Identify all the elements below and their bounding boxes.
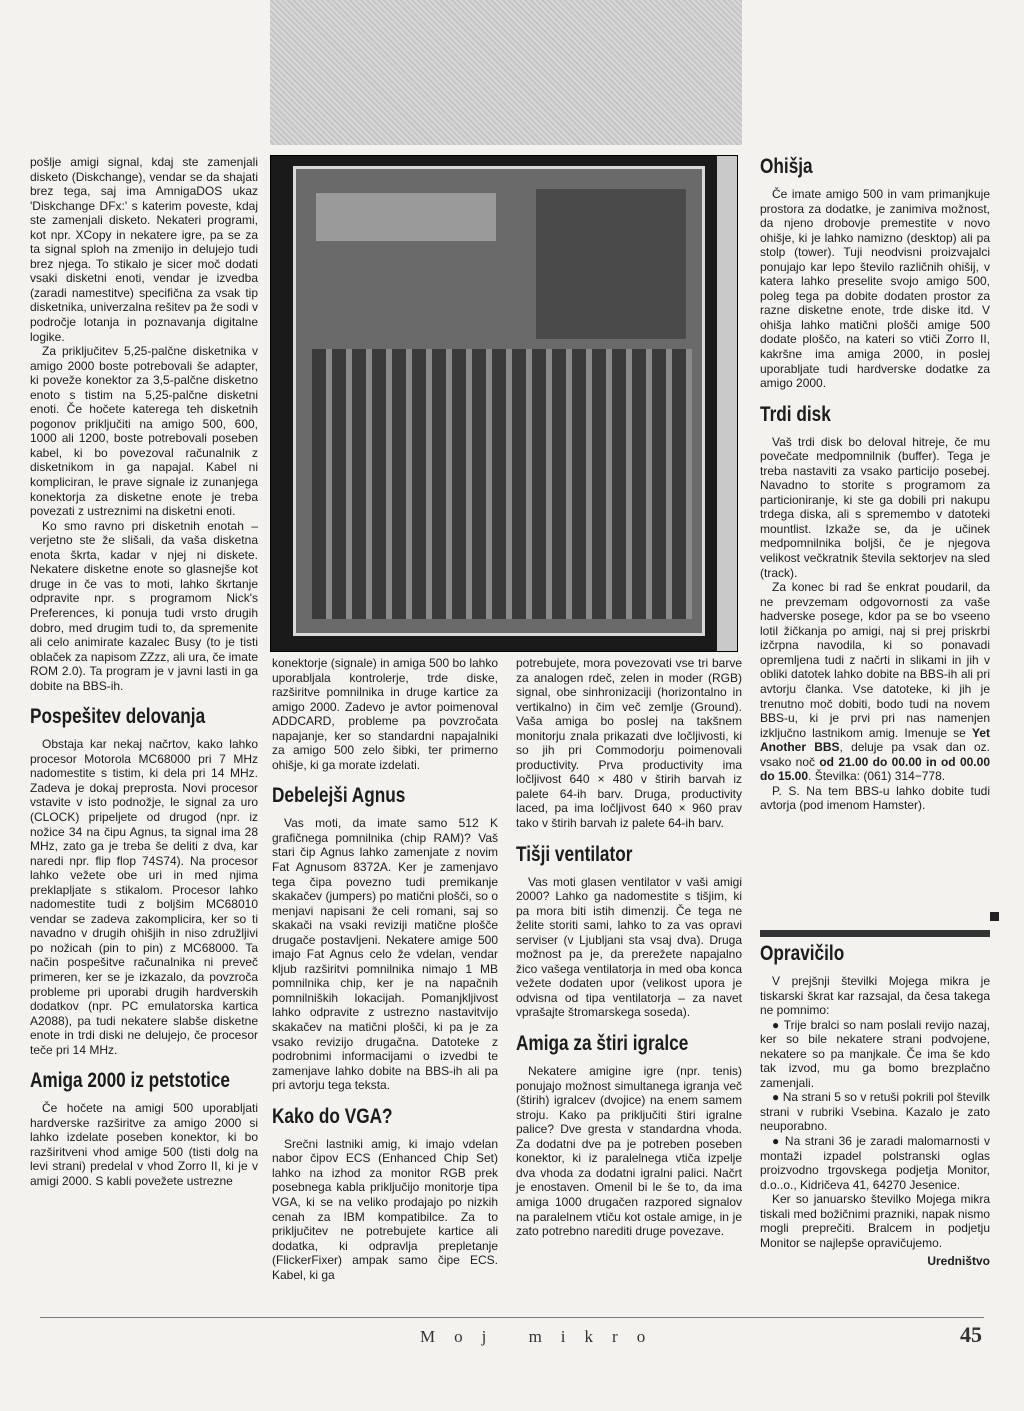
footer-rule [40, 1317, 984, 1318]
col1-paragraph: Če hočete na amigi 500 uporabljati hardverske razširitve za amigo 2000 si lahko izdelate poseben konektor, ki bo razširitveni vhod amige 500 (tisti dolg na levi strani) predelal v vhod Zorro II, ki je v amigi 2000. S kabli povežete ustrezne [30, 1101, 258, 1188]
apology-bullet: ● Na strani 5 so v retuši pokrili pol številk strani v rubriki Vsebina. Kazalo je zato neuporabno. [760, 1090, 990, 1134]
bbs-hours: od 21.00 do 00.00 in od 00.00 do 15.00 [760, 754, 990, 784]
col3-paragraph: Nekatere amigine igre (npr. tenis) ponujajo možnost simultanega igranja več (štirih) igralcev (dvojice) na enem samem stroju. Kako pa priključiti štiri igralne palice? Dve gresta v standardna vhoda. Za dodatni dve pa je potreben poseben konektor, ki iz paralelnega vtiča izpelje dva vhoda za dodatni igralni palici. Načrt je enostaven. Omenil bi le še to, da ima amiga 1000 drugačen razpored signalov na paralelnem vtiču kot ostale amige, in je zato potrebno narediti druge povezave. [516, 1064, 742, 1239]
bbs-phone: . Številka: (061) 314−778. [808, 769, 946, 784]
drive-bay [316, 193, 496, 241]
computer-case-photo [270, 155, 738, 652]
col4-text: , deluje pa vsak dan oz. vsako noč [760, 740, 990, 769]
page-number: 45 [960, 1322, 982, 1347]
column-2 [272, 656, 498, 1282]
col4-paragraph: P. S. Na tem BBS-u lahko dobite tudi avtorja (pod imenom Hamster). [760, 783, 990, 813]
col1-paragraph: Za priključitev 5,25-palčne disketnika v amigo 2000 boste potrebovali še adapter, ki poveže konektor za 3,5-palčne disketno enoto s tistim na 5,25-palčne disketni enoti. Če hočete katerega teh disketnih pogonov priključiti na amigo 500, 600, 1000 ali 1200, boste potrebovali poseben kabel, ki bo povezoval računalnik z disketnikom in ga napajal. Kabel ni kompliciran, le prave signale iz zunanjega konektorja za disketne enote je treba povezati z ustreznimi na disketni enoti. [30, 344, 258, 519]
end-mark-square [990, 912, 999, 921]
heading-ohisja: Ohišja [760, 155, 813, 178]
heading-amiga2000: Amiga 2000 iz petstotice [30, 1069, 231, 1093]
apology-intro: V prejšnji številki Mojega mikra je tiskarski škrat kar razsajal, da česa takega ne pomnimo: [760, 974, 990, 1018]
col3-paragraph: Vas moti glasen ventilator v vaši amigi 2000? Lahko ga nadomestite s tišjim, ki pa mora biti istih dimenzij. Če tega ne želite storiti sami, lahko to za vas opravi serviser (v Ljubljani sta vsaj dva). Druga možnost pa je, da prerežete napajalno žico vašega ventilatorja in med oba konca vežete dodaten upor (velikost upora je odvisna od tipa ventilatorja – za navet vprašajte štromarskega soseda). [516, 874, 742, 1020]
col1-paragraph: pošlje amigi signal, kdaj ste zamenjali disketo (Diskchange), vendar se da shajati brez tega, saj ima AmnigaDOS ukaz 'Diskchange DFx:' s katerim poveste, kdaj ste zamenjali disketo. Nekateri programi, kot npr. XCopy in nekatere igre, pa se za ta signal sploh na zmenijo in delujejo tudi brez njega. To stikalo je sicer moč dodati vsaki disketni enoti, vendar je izvedba (zaradi namestitve) specifična za vsak tip disketnika, univerzalna rešitev pa že sodi v področje lotanja in poznavanja digitalne logike. [30, 155, 258, 344]
apology-box [760, 942, 990, 1269]
bullet-text: Na strani 36 je zaradi malomarnosti v montaži izpadel polstranski oglas proizvodno trgovskega podjetja Monitor, d.o..o., Kidričeva 41, 64270 Jesenice. [760, 1134, 990, 1192]
col3-paragraph: potrebujete, mora povezovati vse tri barve za analogen rdeč, zelen in moder (RGB) signal, obe sinhronizaciji (horizontalno in vertikalno) in čim več zemlje (Ground). Vaša amiga bo poslej na takšnem monitorju znala prikazati dve ločljivosti, ki so jih pri Commodorju poimenovali productivity. Prva productivity ima ločljivost 640 × 480 v štirih barvah iz palete 64-ih barv. Druga, productivity laced, pa ima ločljivost 640 × 960 prav tako v štirih barvah iz palete 64-ih barv. [516, 656, 742, 831]
heading-agnus: Debelejši Agnus [272, 784, 406, 808]
col2-paragraph: Srečni lastniki amig, ki imajo vdelan nabor čipov ECS (Enhanced Chip Set) lahko na izhod za monitor RGB prek posebnega kabla priključijo monitorje tipa VGA, ki se na veliko prodajajo po nizkih cenah za IBM kompatibilce. Za to priključitev ne potrebujete kartice ali dodatka, ki odpravlja prepletanje (FlickerFixer) ampak samo čipe ECS. Kabel, ki ga [272, 1136, 498, 1282]
heading-ventilator: Tišji ventilator [516, 842, 633, 866]
col2-paragraph: konektorje (signale) in amiga 500 bo lahko uporabljala kontrolerje, trde diske, razširitve pomnilnika in druge kartice za amigo 2000. Zadevo je avtor poimenoval ADDCARD, probleme pa povzročata napajanje, ker so standardni napajalniki za amigo 500 zelo šibki, ter primerno ohišje, ki ga morate izdelati. [272, 656, 498, 772]
column-4 [760, 155, 990, 813]
col1-paragraph: Ko smo ravno pri disketnih enotah – verjetno ste že slišali, da vaša disketna enota škrta, kadar v njej ni diskete. Nekatere disketne enote so glasnejše kot druge in če vas to moti, lahko škrtanje odpravite npr. s programom Nick's Preferences, ki ponuja tudi vrsto drugih dobro, med drugim tudi to, da spremenite ali celo animirate kazalec Busy (to je tisti oblaček za napisom ZZzz, ali ura, če imate ROM 2.0). Ta program je v javni lasti in ga dobite na BBS-ih. [30, 518, 258, 693]
col4-paragraph [760, 580, 990, 784]
magazine-name: Moj mikro [420, 1327, 665, 1346]
col1-paragraph: Obstaja kar nekaj načrtov, kako lahko procesor Motorola MC68000 pri 7 MHz nadomestite s tistim, ki dela pri 14 MHz. Zadeva je dokaj preprosta. Novi procesor vstavite v isto podnožje, le signal za uro (CLOCK) pripeljete od drugod (npr. iz nožice 34 na čipu Agnus, ta signal ima 28 MHz, zato ga je treba še deliti z dva, kar naredi npr. flip flop 74S74). Na procesor lahko vežete obe uri in med njima preklapljate s stikalom. Procesor lahko nadomestite tudi z boljšim MC68010 vendar se zadeva zakomplicira, ker so ti navadno v drugih ohišjih in niso združljivi po nožicah (pin to pin) z MC68000. Ta način pospešitve računalnika ni preveč primeren, ker se je izkazalo, da povzroča probleme pri uporabi drugih hardverskih dodatkov (npr. PC emulatorska kartica A2088), pa tudi nekatere slabše disketne enote in trdi diski ne delujejo, če procesor teče pri 14 MHz. [30, 737, 258, 1057]
col4-text: Za konec bi rad še enkrat poudaril, da ne prevzemam odgovornosti za vaše hadverske posege, kdor pa se bo vseeno lotil žičkanja po amigi, naj si prej priskrbi izčrpna navodila, ki so ponavadi opremljena tudi z načrti in slikami in jih v obliki datotek lahko dobite na BBS-ih ali pri avtorju članka. Vse datoteke, ki jih je trenutno moč dobiti, bodo tudi na novem BBS-u, ki je prvi pri nas namenjen izključno lastnikom amig. Imenuje se [760, 580, 990, 740]
col4-paragraph: Vaš trdi disk bo deloval hitreje, če mu povečate medpomnilnik (buffer). Tega je treba nastaviti za vsako particijo posebej. Navadno to storite s programom za particioniranje, ki ste ga dobili pri nakupu trdega diska, ali s spremembo v datoteki mountlist. Izkaže se, da je učinek medpomnilnika boljši, če je njegova velikost večkratnik števila sektorjev na sled (track). [760, 434, 990, 580]
power-supply [536, 189, 686, 339]
heading-vga: Kako do VGA? [272, 1104, 393, 1128]
signature: Uredništvo [927, 1254, 990, 1269]
expansion-board [312, 349, 692, 619]
case-edge [717, 156, 737, 651]
apology-bullet: ● Trije bralci so nam poslali revijo nazaj, ker so bile nekatere strani podvojene, nekatere so pa manjkale. Če ima še kdo tak izvod, mu ga bomo brezplačno zamenjali. [760, 1017, 990, 1090]
col2-paragraph: Vas moti, da imate samo 512 K grafičnega pomnilnika (chip RAM)? Vaš stari čip Agnus lahko zamenjate z novim Fat Agnusom 8372A. Ker je zamenjavo tega čipa povezno tudi premikanje skakačev (jumpers) po matični plošči, so o menjavi napisani že celi romani, saj so skakači na vsaki reviziji matične plošče drugače postavljeni. Nekatere amige 500 imajo Fat Agnus celo že vdelan, vendar kljub razširitvi pomnilnika nimajo 1 MB pomnilnika chip, ker je na napačnih pomnilniških lokacijah. Pomanjkljivost lahko odpravite z ustrezno nastavitvijo skakačev na matični plošči, ki pa je za vsako revizijo drugačna. Datoteke z podrobnimi informacijami o izvedbi te zamenjave lahko dobite na BBS-ih ali pa pri avtorju tega teksta. [272, 816, 498, 1093]
heading-pospesitev: Pospešitev delovanja [30, 705, 206, 729]
apology-bullet: ● Na strani 36 je zaradi malomarnosti v montaži izpadel polstranski oglas proizvodno trgovskega podjetja Monitor, d.o..o., Kidričeva 41, 64270 Jesenice. [760, 1134, 990, 1192]
column-1 [30, 155, 258, 1189]
top-photo [270, 0, 742, 145]
col4-paragraph: Če imate amigo 500 in vam primanjkuje prostora za dodatke, je zanimiva možnost, da njeno drobovje premestite v novo ohišje, ki je lahko namizno (desktop) ali pa stolp (tower). Tuji neodvisni proizvajalci ponujajo kar lepo število različnih ohišij, v katera lahko preselite svojo amigo 500, poleg tega pa dobite dodaten prostor za razne disketne enote, trde diske itd. V ohišja lahko matični plošči amige 500 dodate ploščo, na kateri so vtiči Zorro II, kakršne ima amiga 2000, in poslej uporabljate tudi hardverske dodatke za amigo 2000. [760, 187, 990, 391]
heading-opravicilo: Opravičilo [760, 942, 845, 965]
apology-close: Ker so januarsko številko Mojega mikra tiskali med božičnimi prazniki, napak nismo mogli preprečiti. Bralcem in podjetju Monitor se najlepše opravičujemo. [760, 1192, 990, 1250]
column-3 [516, 656, 742, 1239]
bullet-text: Trije bralci so nam poslali revijo nazaj, ker so bile nekatere strani podvojene, nekatere so pa manjkale. Če ima še kdo tak izvod, mu ga bomo brezplačno zamenjali. [760, 1017, 990, 1090]
heading-stiri-igralce: Amiga za štiri igralce [516, 1032, 689, 1056]
bullet-text: Na strani 5 so v retuši pokrili pol številk strani v rubriki Vsebina. Kazalo je zato neuporabno. [760, 1090, 990, 1134]
heading-trdi-disk: Trdi disk [760, 402, 831, 426]
bbs-name: Yet Another BBS [760, 725, 991, 755]
section-rule [760, 930, 990, 937]
case-interior [293, 166, 705, 636]
